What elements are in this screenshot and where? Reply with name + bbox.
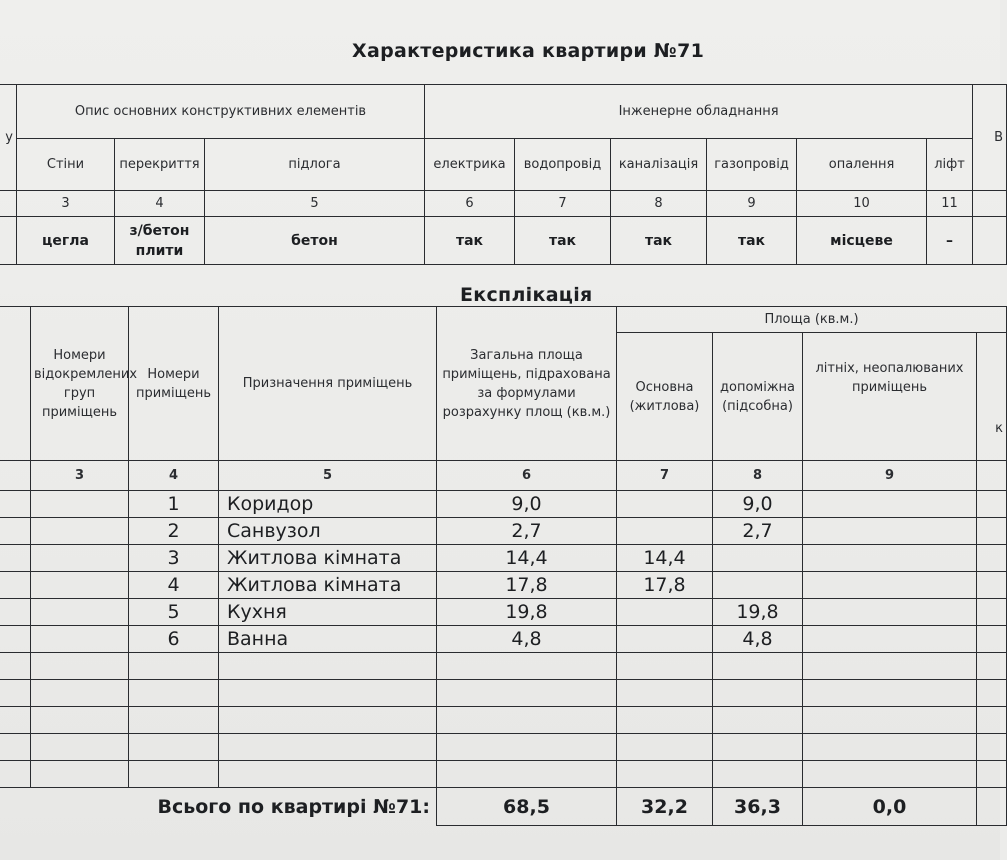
table-row — [0, 599, 1007, 626]
characteristics-table — [0, 84, 1007, 265]
col-num: 8 — [713, 461, 803, 491]
room-number: 3 — [129, 545, 219, 572]
col-groups-header: Номери відокремлених груп приміщень — [31, 307, 129, 461]
col-num: 6 — [437, 461, 617, 491]
room-aux-area: 9,0 — [713, 491, 803, 518]
num-cut-cell — [0, 191, 17, 217]
col-aux-header: допоміжна (підсобна) — [713, 333, 803, 461]
explication-title: Експлікація — [460, 284, 593, 306]
room-number: 4 — [129, 572, 219, 599]
left-cut-header — [0, 307, 31, 461]
explication-table — [0, 306, 1007, 826]
col-num: 5 — [219, 461, 437, 491]
totals-total-area: 68,5 — [437, 788, 617, 826]
totals-main-area: 32,2 — [617, 788, 713, 826]
room-aux-area: 4,8 — [713, 626, 803, 653]
col-water-header: водопровід — [515, 139, 611, 191]
room-main-area: 14,4 — [617, 545, 713, 572]
room-aux-area: 2,7 — [713, 518, 803, 545]
col-num: 7 — [617, 461, 713, 491]
electricity-value: так — [425, 217, 515, 265]
flooring-value: бетон — [205, 217, 425, 265]
water-value: так — [515, 217, 611, 265]
col-num: 9 — [707, 191, 797, 217]
room-main-area: 17,8 — [617, 572, 713, 599]
col-electricity-header: електрика — [425, 139, 515, 191]
col-num: 3 — [17, 191, 115, 217]
col-num: 6 — [425, 191, 515, 217]
col-num: 5 — [205, 191, 425, 217]
room-number: 2 — [129, 518, 219, 545]
totals-summer-area: 0,0 — [803, 788, 977, 826]
empty-row — [0, 734, 1007, 761]
col-num: 11 — [927, 191, 973, 217]
room-name: Коридор — [219, 491, 437, 518]
room-total-area: 14,4 — [437, 545, 617, 572]
col-total-area-header: Загальна площа приміщень, підрахована за формулами розрахунку площ (кв.м.) — [437, 307, 617, 461]
room-main-area — [617, 626, 713, 653]
col-heating-header: опалення — [797, 139, 927, 191]
col-gas-header: газопровід — [707, 139, 797, 191]
right-cut-header: В — [973, 85, 1007, 191]
room-main-area — [617, 491, 713, 518]
col-summer-header: літніх, неопалюваних приміщень — [803, 333, 977, 461]
table-row — [0, 491, 1007, 518]
area-group-header: Площа (кв.м.) — [617, 307, 1007, 333]
table-row — [0, 518, 1007, 545]
room-number: 6 — [129, 626, 219, 653]
col-num: 3 — [31, 461, 129, 491]
col-num: 4 — [129, 461, 219, 491]
num-cut-cell — [973, 191, 1007, 217]
empty-row — [0, 680, 1007, 707]
num-cut-cell — [977, 461, 1007, 491]
room-main-area — [617, 599, 713, 626]
col-lift-header: ліфт — [927, 139, 973, 191]
room-aux-area: 19,8 — [713, 599, 803, 626]
room-main-area — [617, 518, 713, 545]
totals-row — [0, 788, 1007, 826]
room-total-area: 19,8 — [437, 599, 617, 626]
room-aux-area — [713, 572, 803, 599]
room-aux-area — [713, 545, 803, 572]
totals-label: Всього по квартирі №71: — [31, 788, 437, 826]
gas-value: так — [707, 217, 797, 265]
room-name: Житлова кімната — [219, 572, 437, 599]
col-walls-header: Стіни — [17, 139, 115, 191]
heating-value: місцеве — [797, 217, 927, 265]
room-name: Житлова кімната — [219, 545, 437, 572]
col-num: 4 — [115, 191, 205, 217]
left-cut-header: у — [0, 85, 17, 191]
col-sewer-header: каналізація — [611, 139, 707, 191]
empty-row — [0, 761, 1007, 788]
table-row — [0, 572, 1007, 599]
totals-cut-cell — [977, 788, 1007, 826]
num-cut-cell — [0, 461, 31, 491]
floors-value: з/бетон плити — [115, 217, 205, 265]
room-number: 1 — [129, 491, 219, 518]
value-cut-cell — [0, 217, 17, 265]
table-row — [0, 626, 1007, 653]
col-purpose-header: Призначення приміщень — [219, 307, 437, 461]
room-name: Санвузол — [219, 518, 437, 545]
col-num: 7 — [515, 191, 611, 217]
col-num: 8 — [611, 191, 707, 217]
col-floors-header: перекриття — [115, 139, 205, 191]
value-cut-cell — [973, 217, 1007, 265]
lift-value: – — [927, 217, 973, 265]
right-cut-header: к — [977, 333, 1007, 461]
room-total-area: 17,8 — [437, 572, 617, 599]
room-total-area: 4,8 — [437, 626, 617, 653]
table-row — [0, 545, 1007, 572]
col-flooring-header: підлога — [205, 139, 425, 191]
group-engineering-header: Інженерне обладнання — [425, 85, 973, 139]
empty-row — [0, 707, 1007, 734]
col-main-header: Основна (житлова) — [617, 333, 713, 461]
characteristics-title: Характеристика квартири №71 — [352, 40, 705, 62]
room-total-area: 2,7 — [437, 518, 617, 545]
empty-row — [0, 653, 1007, 680]
room-total-area: 9,0 — [437, 491, 617, 518]
room-name: Кухня — [219, 599, 437, 626]
sewer-value: так — [611, 217, 707, 265]
walls-value: цегла — [17, 217, 115, 265]
totals-aux-area: 36,3 — [713, 788, 803, 826]
group-constructive-header: Опис основних конструктивних елементів — [17, 85, 425, 139]
col-num: 9 — [803, 461, 977, 491]
col-num: 10 — [797, 191, 927, 217]
room-name: Ванна — [219, 626, 437, 653]
room-number: 5 — [129, 599, 219, 626]
col-rooms-header: Номери приміщень — [129, 307, 219, 461]
